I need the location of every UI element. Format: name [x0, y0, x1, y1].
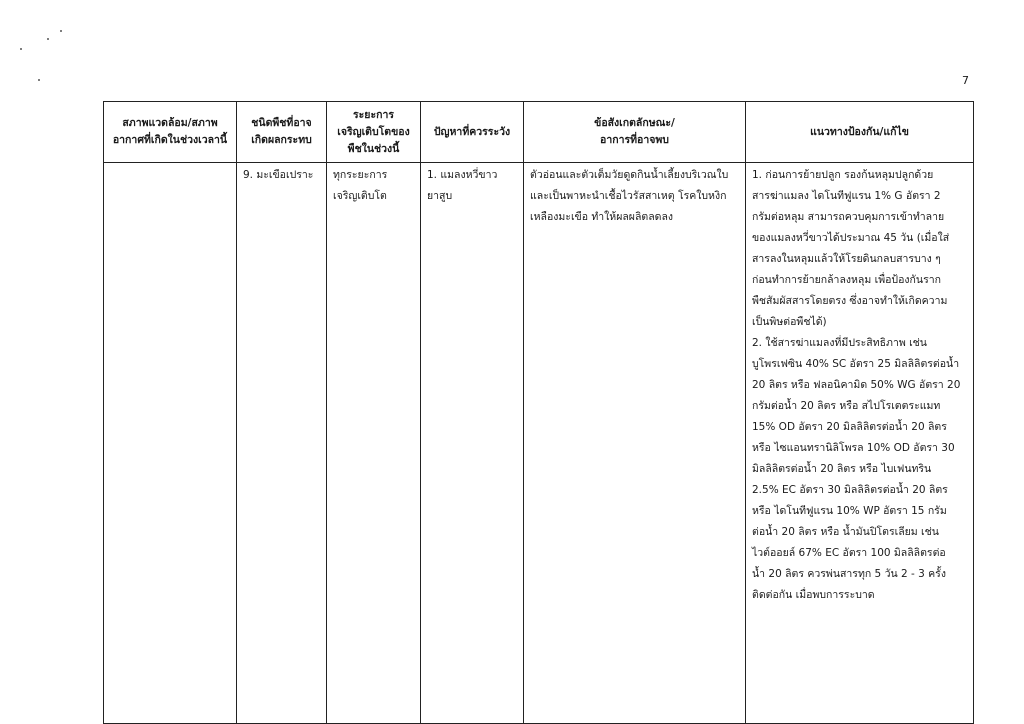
header-crop: ชนิดพืชที่อาจ เกิดผลกระทบ — [237, 102, 327, 163]
table-header-row — [104, 102, 974, 163]
cell-prevention: 1. ก่อนการย้ายปลูก รองก้นหลุมปลูกด้วย สารฆ่าแมลง ไดโนทีฟูแรน 1% G อัตรา 2 กรัมต่อหลุม สามารถควบคุมการเข้าทำลาย ของแมลงหวี่ขาวได้ประมาณ 45 วัน (เมื่อใส่ สารลงในหลุมแล้วให้โรยดินกลบสารบาง ๆ ก่อนทำการย้ายกล้าลงหลุม เพื่อป้องกันราก พืชสัมผัสสารโดยตรง ซึ่งอาจทำให้เกิดความ เป็นพิษต่อพืชได้) 2. ใช้สารฆ่าแมลงที่มีประสิทธิภาพ เช่น บูโพรเฟซิน 40% SC อัตรา 25 มิลลิลิตรต่อน้ำ 20 ลิตร หรือ ฟลอนิคามิด 50% WG อัตรา 20 กรัมต่อน้ำ 20 ลิตร หรือ สไปโรเตตระแมท 15% OD อัตรา 20 มิลลิลิตรต่อน้ำ 20 ลิตร หรือ ไซแอนทรานิลิโพรล 10% OD อัตรา 30 มิลลิลิตรต่อน้ำ 20 ลิตร หรือ ไบเฟนทริน 2.5% EC อัตรา 30 มิลลิลิตรต่อน้ำ 20 ลิตร หรือ ไดโนทีฟูแรน 10% WP อัตรา 15 กรัม ต่อน้ำ 20 ลิตร หรือ น้ำมันปิโตรเลียม เช่น ไวต์ออยล์ 67% EC อัตรา 100 มิลลิลิตรต่อ น้ำ 20 ลิตร ควรพ่นสารทุก 5 วัน 2 - 3 ครั้ง ติดต่อกัน เมื่อพบการระบาด — [746, 163, 974, 724]
header-environment: สภาพแวดล้อม/สภาพ อากาศที่เกิดในช่วงเวลานี้ — [104, 102, 237, 163]
cell-problem: 1. แมลงหวี่ขาว ยาสูบ — [421, 163, 524, 724]
scan-speck — [20, 48, 22, 50]
header-symptoms: ข้อสังเกตลักษณะ/ อาการที่อาจพบ — [524, 102, 746, 163]
pest-guidance-table — [103, 101, 974, 724]
page-number: 7 — [962, 74, 969, 87]
cell-environment — [104, 163, 237, 724]
scan-speck — [38, 79, 40, 81]
header-problem: ปัญหาที่ควรระวัง — [421, 102, 524, 163]
table-row — [104, 163, 974, 724]
header-prevention: แนวทางป้องกัน/แก้ไข — [746, 102, 974, 163]
header-growth-stage: ระยะการ เจริญเติบโตของ พืชในช่วงนี้ — [327, 102, 421, 163]
scan-speck — [60, 30, 62, 32]
cell-symptoms: ตัวอ่อนและตัวเต็มวัยดูดกินน้ำเลี้ยงบริเวณใบ และเป็นพาหะนำเชื้อไวรัสสาเหตุ โรคใบหงิก เหลืองมะเขือ ทำให้ผลผลิตลดลง — [524, 163, 746, 724]
cell-crop: 9. มะเขือเปราะ — [237, 163, 327, 724]
scan-speck — [47, 38, 49, 40]
cell-growth-stage: ทุกระยะการ เจริญเติบโต — [327, 163, 421, 724]
